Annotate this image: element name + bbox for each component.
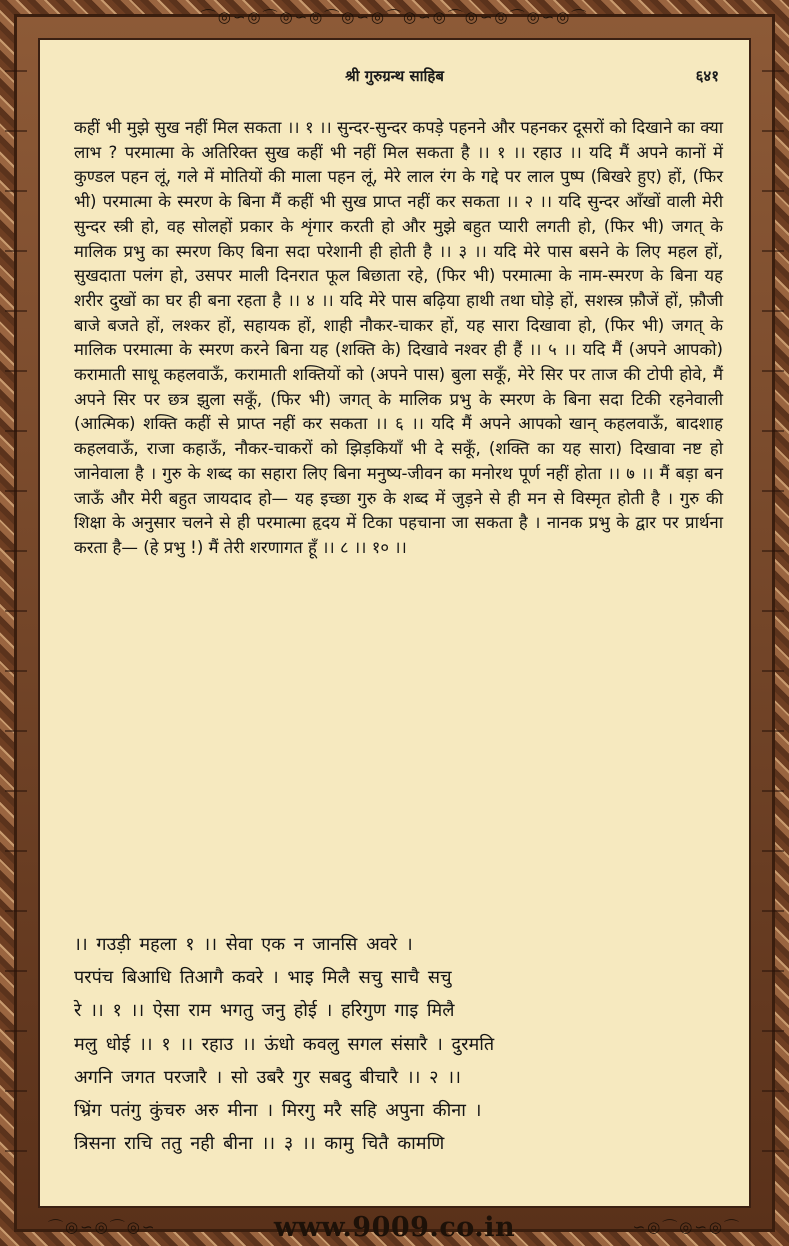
page-header — [40, 66, 749, 92]
left-scroll-ornament — [5, 40, 27, 1206]
scripture-page — [38, 38, 751, 1208]
website-link[interactable]: www.9009.co.in — [273, 1211, 516, 1243]
page-number: ६४१ — [695, 67, 719, 85]
top-ornament: ⌒◎∽◎⌒◎∽◎⌒◎∽◎⌒◎∽◎⌒◎∽◎⌒◎∽◎⌒ — [200, 8, 589, 26]
verse-line: मलु धोई ।। १ ।। रहाउ ।। ऊंधो कवलु सगल संसारै । दुरमति — [74, 1033, 495, 1055]
footer-ornament-left: ⌒◎∽◎⌒◎∽ — [48, 1218, 157, 1236]
verse-line: ।। गउड़ी महला १ ।। सेवा एक न जानसि अवरे । — [74, 934, 413, 955]
page-footer — [0, 1208, 789, 1246]
verse-line: परपंच बिआधि तिआगै कवरे । भाइ मिलै सचु साचै सचु — [74, 967, 452, 989]
verse-line: अगनि जगत परजारै । सो उबरै गुर सबदु बीचारै ।। २ ।। — [74, 1066, 461, 1088]
gurbani-verse — [74, 928, 723, 1160]
verse-line: रे ।। १ ।। ऐसा राम भगतु जनु होई । हरिगुण गाइ मिलै — [74, 1000, 455, 1022]
verse-line: त्रिसना राचि ततु नही बीना ।। ३ ।। कामु चितै कामणि — [74, 1133, 445, 1155]
footer-ornament-right: ∽◎⌒◎∽◎⌒ — [632, 1218, 741, 1236]
right-scroll-ornament — [762, 40, 784, 1206]
translation-paragraph: कहीं भी मुझे सुख नहीं मिल सकता ।। १ ।। सुन्दर-सुन्दर कपड़े पहनने और पहनकर दूसरों को दिखाने का क्या लाभ ? परमात्मा के अतिरिक्त सुख कहीं भी नहीं मिल सकता है ।। १ ।। रहाउ ।। यदि मैं अपने कानों में कुण्डल पहन लूं, गले में मोतियों की माला पहन लूं, मेरे लाल रंग के गद्दे पर लाल पुष्प (बिखरे हुए) हों, (फिर भी) परमात्मा के स्मरण के बिना मैं कहीं भी सुख प्राप्त नहीं कर सकता ।। २ ।। यदि सुन्दर आँखों वाली मेरी सुन्दर स्त्री हो, वह सोलहों प्रकार के शृंगार करती हो और मुझे बहुत प्यारी लगती हो, (फिर भी) जगत् के मालिक प्रभु का स्मरण किए बिना सदा परेशानी ही होती है ।। ३ ।। यदि मेरे पास बसने के लिए महल हों, सुखदाता पलंग हो, उसपर माली दिनरात फूल बिछाता रहे, (फिर भी) परमात्मा के नाम-स्मरण के बिना यह शरीर दुखों का घर ही बना रहता है ।। ४ ।। यदि मेरे पास बढ़िया हाथी तथा घोड़े हों, सशस्त्र फ़ौजें हों, फ़ौजी बाजे बजते हों, लश्कर हों, सहायक हों, शाही नौकर-चाकर हों, यह सारा दिखावा हो, (फिर भी) जगत् के मालिक परमात्मा के स्मरण करने बिना यह (शक्ति के) दिखावे नश्वर ही हैं ।। ५ ।। यदि मैं (अपने आपको) करामाती साधू कहलवाऊँ, करामाती शक्तियों को (अपने पास) बुला सकूँ, मेरे सिर पर ताज की टोपी होवे, मैं अपने सिर पर छत्र झुला सकूँ, (फिर भी) जगत् के मालिक प्रभु के स्मरण के बिना सदा टिकी रहनेवाली (आत्मिक) शक्ति कहीं से प्राप्त नहीं कर सकता ।। ६ ।। यदि मैं अपने आपको खान् कहलवाऊँ, बादशाह कहलवाऊँ, राजा कहाऊँ, नौकर-चाकरों को झिड़कियाँ भी दे सकूँ, (शक्ति का यह सारा) दिखावा नष्ट हो जानेवाला है । गुरु के शब्द का सहारा लिए बिना मनुष्य-जीवन का मनोरथ पूर्ण नहीं होता ।। ७ ।। मैं बड़ा बन जाऊँ और मेरी बहुत जायदाद हो— यह इच्छा गुरु के शब्द में जुड़ने से ही मन से विस्मृत होती है । गुरु की शिक्षा के अनुसार चलने से ही परमात्मा हृदय में टिका पहचाना जा सकता है । नानक प्रभु के द्वार पर प्रार्थना करता है— (हे प्रभु !) मैं तेरी शरणागत हूँ ।। ८ ।। १० ।। — [74, 118, 723, 557]
verse-line: भ्रिंग पतंगु कुंचरु अरु मीना । मिरगु मरै सहि अपुना कीना । — [74, 1100, 482, 1122]
page-title: श्री गुरुग्रन्थ साहिब — [345, 67, 444, 85]
